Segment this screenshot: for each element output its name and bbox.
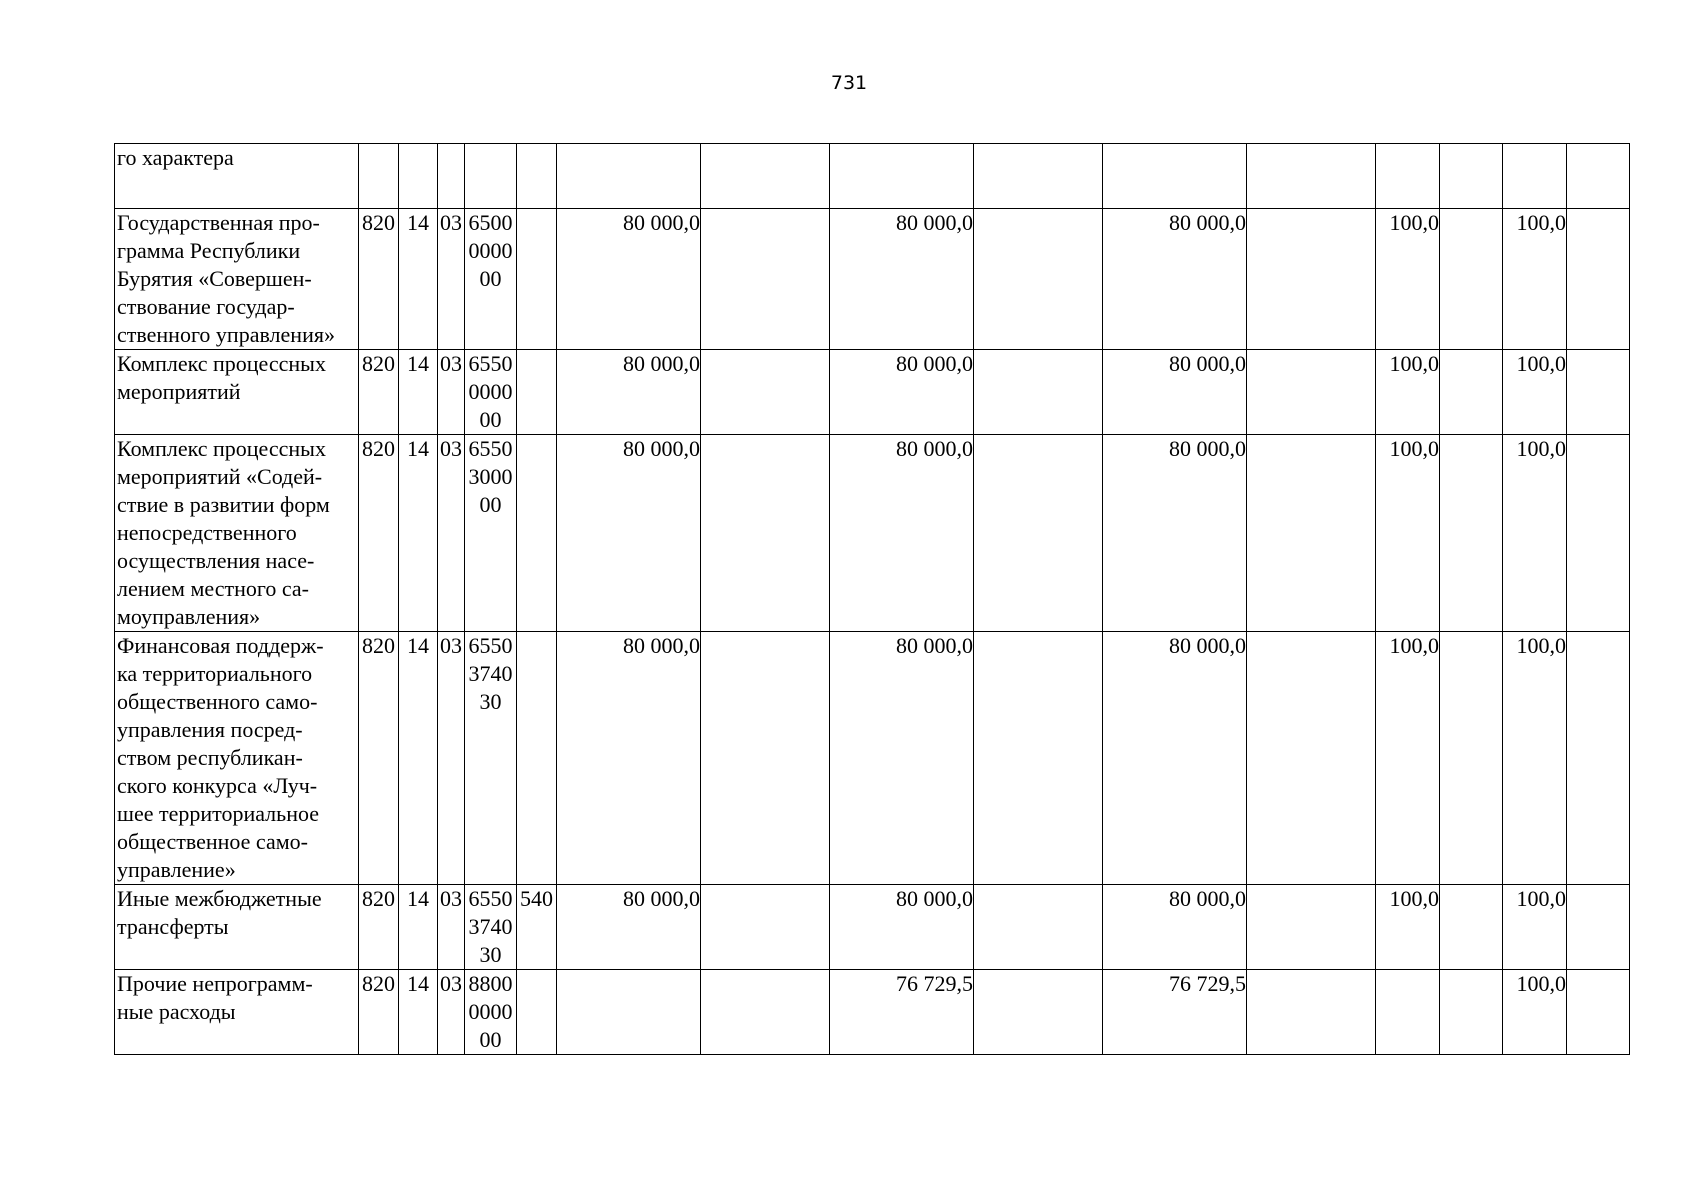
empty-cell (1247, 435, 1376, 632)
percent-2-cell (1503, 144, 1567, 209)
empty-cell (1247, 209, 1376, 350)
table-row (115, 970, 1630, 1055)
glav-cell: 820 (359, 435, 399, 632)
glav-cell (359, 144, 399, 209)
row-name-cell: Финансовая поддерж- ка территориального общественного само- управления посред- ством республикан- ского конкурса «Луч- шее территориальное общественное само- управление» (115, 632, 359, 885)
empty-cell (974, 632, 1103, 885)
budget-table (114, 143, 1630, 1055)
csr-cell: 6550 0000 00 (465, 350, 517, 435)
empty-cell (701, 885, 830, 970)
empty-cell (1440, 144, 1503, 209)
empty-cell (701, 144, 830, 209)
percent-2-cell: 100,0 (1503, 350, 1567, 435)
table-row (115, 350, 1630, 435)
table-row (115, 435, 1630, 632)
vr-cell (517, 632, 557, 885)
empty-cell (1440, 970, 1503, 1055)
amount-3-cell: 76 729,5 (1103, 970, 1247, 1055)
amount-1-cell (557, 970, 701, 1055)
table-row (115, 144, 1630, 209)
vr-cell (517, 209, 557, 350)
empty-cell (1567, 435, 1630, 632)
rz-cell: 14 (399, 632, 438, 885)
vr-cell (517, 144, 557, 209)
percent-2-cell: 100,0 (1503, 209, 1567, 350)
amount-3-cell: 80 000,0 (1103, 632, 1247, 885)
glav-cell: 820 (359, 970, 399, 1055)
amount-2-cell: 80 000,0 (830, 632, 974, 885)
amount-2-cell: 80 000,0 (830, 209, 974, 350)
pr-cell: 03 (438, 209, 465, 350)
amount-1-cell: 80 000,0 (557, 435, 701, 632)
glav-cell: 820 (359, 350, 399, 435)
percent-2-cell: 100,0 (1503, 435, 1567, 632)
empty-cell (1567, 144, 1630, 209)
empty-cell (701, 970, 830, 1055)
empty-cell (701, 435, 830, 632)
pr-cell (438, 144, 465, 209)
pr-cell: 03 (438, 885, 465, 970)
amount-1-cell: 80 000,0 (557, 209, 701, 350)
amount-3-cell: 80 000,0 (1103, 350, 1247, 435)
empty-cell (1440, 632, 1503, 885)
empty-cell (974, 970, 1103, 1055)
rz-cell (399, 144, 438, 209)
csr-cell: 6500 0000 00 (465, 209, 517, 350)
vr-cell (517, 350, 557, 435)
csr-cell: 6550 3000 00 (465, 435, 517, 632)
csr-cell: 6550 3740 30 (465, 885, 517, 970)
amount-3-cell: 80 000,0 (1103, 885, 1247, 970)
percent-1-cell (1376, 144, 1440, 209)
row-name-cell: Государственная про- грамма Республики Бурятия «Совершен- ствование государ- ственного управления» (115, 209, 359, 350)
empty-cell (1247, 970, 1376, 1055)
amount-2-cell: 80 000,0 (830, 350, 974, 435)
amount-1-cell: 80 000,0 (557, 350, 701, 435)
empty-cell (1440, 209, 1503, 350)
empty-cell (701, 209, 830, 350)
rz-cell: 14 (399, 350, 438, 435)
percent-2-cell: 100,0 (1503, 970, 1567, 1055)
row-name-cell: го характера (115, 144, 359, 209)
vr-cell (517, 970, 557, 1055)
percent-1-cell: 100,0 (1376, 435, 1440, 632)
amount-1-cell (557, 144, 701, 209)
amount-2-cell: 76 729,5 (830, 970, 974, 1055)
empty-cell (1567, 970, 1630, 1055)
rz-cell: 14 (399, 435, 438, 632)
table-row (115, 885, 1630, 970)
percent-2-cell: 100,0 (1503, 632, 1567, 885)
empty-cell (1247, 144, 1376, 209)
empty-cell (1247, 885, 1376, 970)
amount-1-cell: 80 000,0 (557, 885, 701, 970)
empty-cell (974, 350, 1103, 435)
percent-2-cell: 100,0 (1503, 885, 1567, 970)
rz-cell: 14 (399, 209, 438, 350)
percent-1-cell: 100,0 (1376, 885, 1440, 970)
csr-cell: 6550 3740 30 (465, 632, 517, 885)
empty-cell (974, 435, 1103, 632)
glav-cell: 820 (359, 632, 399, 885)
glav-cell: 820 (359, 209, 399, 350)
amount-2-cell: 80 000,0 (830, 435, 974, 632)
empty-cell (1567, 209, 1630, 350)
amount-3-cell: 80 000,0 (1103, 435, 1247, 632)
pr-cell: 03 (438, 632, 465, 885)
amount-2-cell: 80 000,0 (830, 885, 974, 970)
percent-1-cell: 100,0 (1376, 632, 1440, 885)
row-name-cell: Комплекс процессных мероприятий «Содей- ствие в развитии форм непосредственного осуществления насе- лением местного са- моуправления» (115, 435, 359, 632)
empty-cell (974, 209, 1103, 350)
percent-1-cell: 100,0 (1376, 209, 1440, 350)
empty-cell (974, 885, 1103, 970)
page-number: 731 (830, 72, 868, 94)
empty-cell (1440, 350, 1503, 435)
rz-cell: 14 (399, 885, 438, 970)
amount-3-cell: 80 000,0 (1103, 209, 1247, 350)
empty-cell (1567, 350, 1630, 435)
table-row (115, 632, 1630, 885)
empty-cell (1440, 885, 1503, 970)
vr-cell: 540 (517, 885, 557, 970)
amount-3-cell (1103, 144, 1247, 209)
pr-cell: 03 (438, 350, 465, 435)
row-name-cell: Комплекс процессных мероприятий (115, 350, 359, 435)
empty-cell (1567, 885, 1630, 970)
csr-cell: 8800 0000 00 (465, 970, 517, 1055)
percent-1-cell: 100,0 (1376, 350, 1440, 435)
glav-cell: 820 (359, 885, 399, 970)
empty-cell (1567, 632, 1630, 885)
rz-cell: 14 (399, 970, 438, 1055)
empty-cell (1247, 350, 1376, 435)
percent-1-cell (1376, 970, 1440, 1055)
row-name-cell: Иные межбюджетные трансферты (115, 885, 359, 970)
row-name-cell: Прочие непрограмм- ные расходы (115, 970, 359, 1055)
table-row (115, 209, 1630, 350)
pr-cell: 03 (438, 435, 465, 632)
amount-2-cell (830, 144, 974, 209)
vr-cell (517, 435, 557, 632)
empty-cell (701, 632, 830, 885)
pr-cell: 03 (438, 970, 465, 1055)
empty-cell (974, 144, 1103, 209)
empty-cell (701, 350, 830, 435)
empty-cell (1440, 435, 1503, 632)
amount-1-cell: 80 000,0 (557, 632, 701, 885)
csr-cell (465, 144, 517, 209)
empty-cell (1247, 632, 1376, 885)
